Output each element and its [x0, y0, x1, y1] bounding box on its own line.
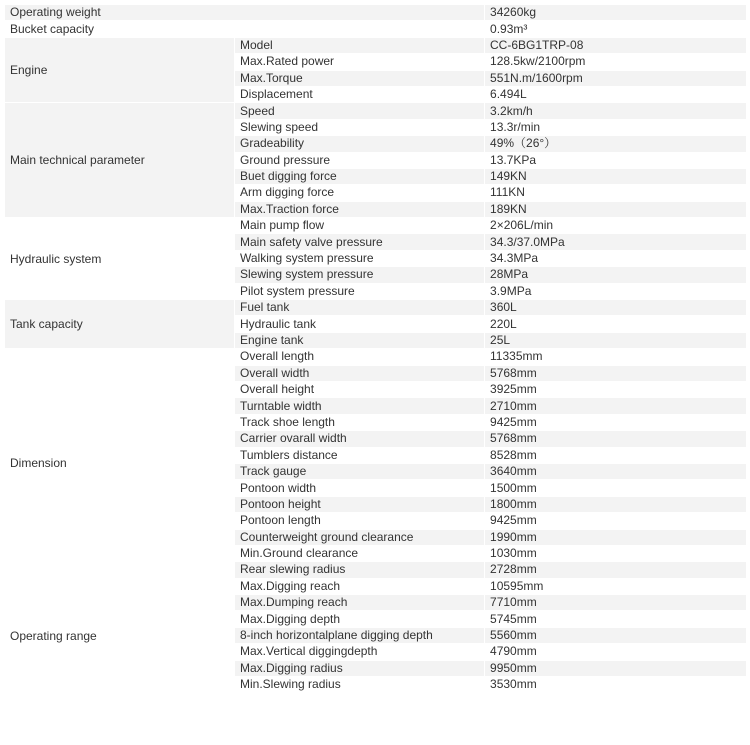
spec-row [5, 37, 747, 53]
spec-label: Pontoon length [235, 513, 485, 529]
spec-value: 3.2km/h [485, 103, 747, 119]
spec-label: Track shoe length [235, 414, 485, 430]
spec-label: Pontoon height [235, 496, 485, 512]
spec-row [5, 21, 747, 37]
spec-label: Tumblers distance [235, 447, 485, 463]
spec-value: 0.93m³ [485, 21, 747, 37]
spec-value: 25L [485, 332, 747, 348]
spec-value: 34260kg [485, 5, 747, 21]
spec-category: Engine [5, 37, 235, 103]
spec-label: Pontoon width [235, 480, 485, 496]
spec-table-body [5, 5, 747, 693]
spec-label: Walking system pressure [235, 250, 485, 266]
spec-label: Turntable width [235, 398, 485, 414]
spec-label: Max.Digging reach [235, 578, 485, 594]
spec-category: Operating weight [5, 5, 485, 21]
spec-value: 551N.m/1600rpm [485, 70, 747, 86]
spec-label: Displacement [235, 86, 485, 102]
spec-label: Engine tank [235, 332, 485, 348]
spec-category: Hydraulic system [5, 218, 235, 300]
spec-row [5, 578, 747, 594]
spec-value: 3.9MPa [485, 283, 747, 299]
spec-value: 1990mm [485, 529, 747, 545]
spec-category: Operating range [5, 578, 235, 693]
spec-label: Min.Ground clearance [235, 545, 485, 561]
spec-label: Rear slewing radius [235, 562, 485, 578]
spec-row [5, 5, 747, 21]
spec-value: 13.3r/min [485, 119, 747, 135]
spec-value: 5768mm [485, 365, 747, 381]
spec-category: Tank capacity [5, 300, 235, 349]
spec-value: 360L [485, 300, 747, 316]
spec-table [4, 4, 747, 693]
spec-label: Max.Rated power [235, 54, 485, 70]
spec-label: Slewing system pressure [235, 267, 485, 283]
spec-label: Main safety valve pressure [235, 234, 485, 250]
spec-value: 189KN [485, 201, 747, 217]
spec-label: Max.Dumping reach [235, 595, 485, 611]
spec-value: 49%（26°） [485, 136, 747, 152]
spec-value: 149KN [485, 168, 747, 184]
spec-label: Counterweight ground clearance [235, 529, 485, 545]
spec-label: Track gauge [235, 463, 485, 479]
spec-row [5, 218, 747, 234]
spec-value: CC-6BG1TRP-08 [485, 37, 747, 53]
spec-value: 9950mm [485, 660, 747, 676]
spec-value: 6.494L [485, 86, 747, 102]
spec-label: Min.Slewing radius [235, 677, 485, 693]
spec-row [5, 349, 747, 365]
spec-value: 128.5kw/2100rpm [485, 54, 747, 70]
spec-label: Ground pressure [235, 152, 485, 168]
spec-row [5, 103, 747, 119]
spec-value: 9425mm [485, 513, 747, 529]
spec-label: Max.Digging depth [235, 611, 485, 627]
spec-label: Slewing speed [235, 119, 485, 135]
spec-category: Dimension [5, 349, 235, 578]
spec-category: Bucket capacity [5, 21, 485, 37]
spec-value: 9425mm [485, 414, 747, 430]
spec-label: Max.Torque [235, 70, 485, 86]
spec-value: 5768mm [485, 431, 747, 447]
spec-value: 5560mm [485, 627, 747, 643]
spec-value: 111KN [485, 185, 747, 201]
spec-value: 13.7KPa [485, 152, 747, 168]
spec-value: 8528mm [485, 447, 747, 463]
spec-value: 3530mm [485, 677, 747, 693]
spec-label: Max.Traction force [235, 201, 485, 217]
spec-value: 28MPa [485, 267, 747, 283]
spec-label: Overall height [235, 381, 485, 397]
spec-value: 220L [485, 316, 747, 332]
spec-value: 1030mm [485, 545, 747, 561]
spec-label: Arm digging force [235, 185, 485, 201]
spec-value: 2710mm [485, 398, 747, 414]
spec-value: 2728mm [485, 562, 747, 578]
spec-value: 4790mm [485, 644, 747, 660]
spec-label: Gradeability [235, 136, 485, 152]
spec-value: 11335mm [485, 349, 747, 365]
spec-value: 34.3/37.0MPa [485, 234, 747, 250]
spec-value: 1800mm [485, 496, 747, 512]
spec-value: 3640mm [485, 463, 747, 479]
spec-value: 7710mm [485, 595, 747, 611]
spec-label: Hydraulic tank [235, 316, 485, 332]
spec-label: Overall width [235, 365, 485, 381]
spec-value: 3925mm [485, 381, 747, 397]
spec-label: Overall length [235, 349, 485, 365]
spec-label: Main pump flow [235, 218, 485, 234]
spec-label: Max.Vertical diggingdepth [235, 644, 485, 660]
spec-label: Buet digging force [235, 168, 485, 184]
spec-label: Carrier ovarall width [235, 431, 485, 447]
spec-label: Pilot system pressure [235, 283, 485, 299]
spec-label: 8-inch horizontalplane digging depth [235, 627, 485, 643]
spec-row [5, 300, 747, 316]
spec-label: Model [235, 37, 485, 53]
spec-value: 2×206L/min [485, 218, 747, 234]
spec-value: 5745mm [485, 611, 747, 627]
spec-label: Speed [235, 103, 485, 119]
spec-label: Max.Digging radius [235, 660, 485, 676]
spec-value: 1500mm [485, 480, 747, 496]
spec-value: 34.3MPa [485, 250, 747, 266]
spec-value: 10595mm [485, 578, 747, 594]
spec-label: Fuel tank [235, 300, 485, 316]
spec-category: Main technical parameter [5, 103, 235, 218]
